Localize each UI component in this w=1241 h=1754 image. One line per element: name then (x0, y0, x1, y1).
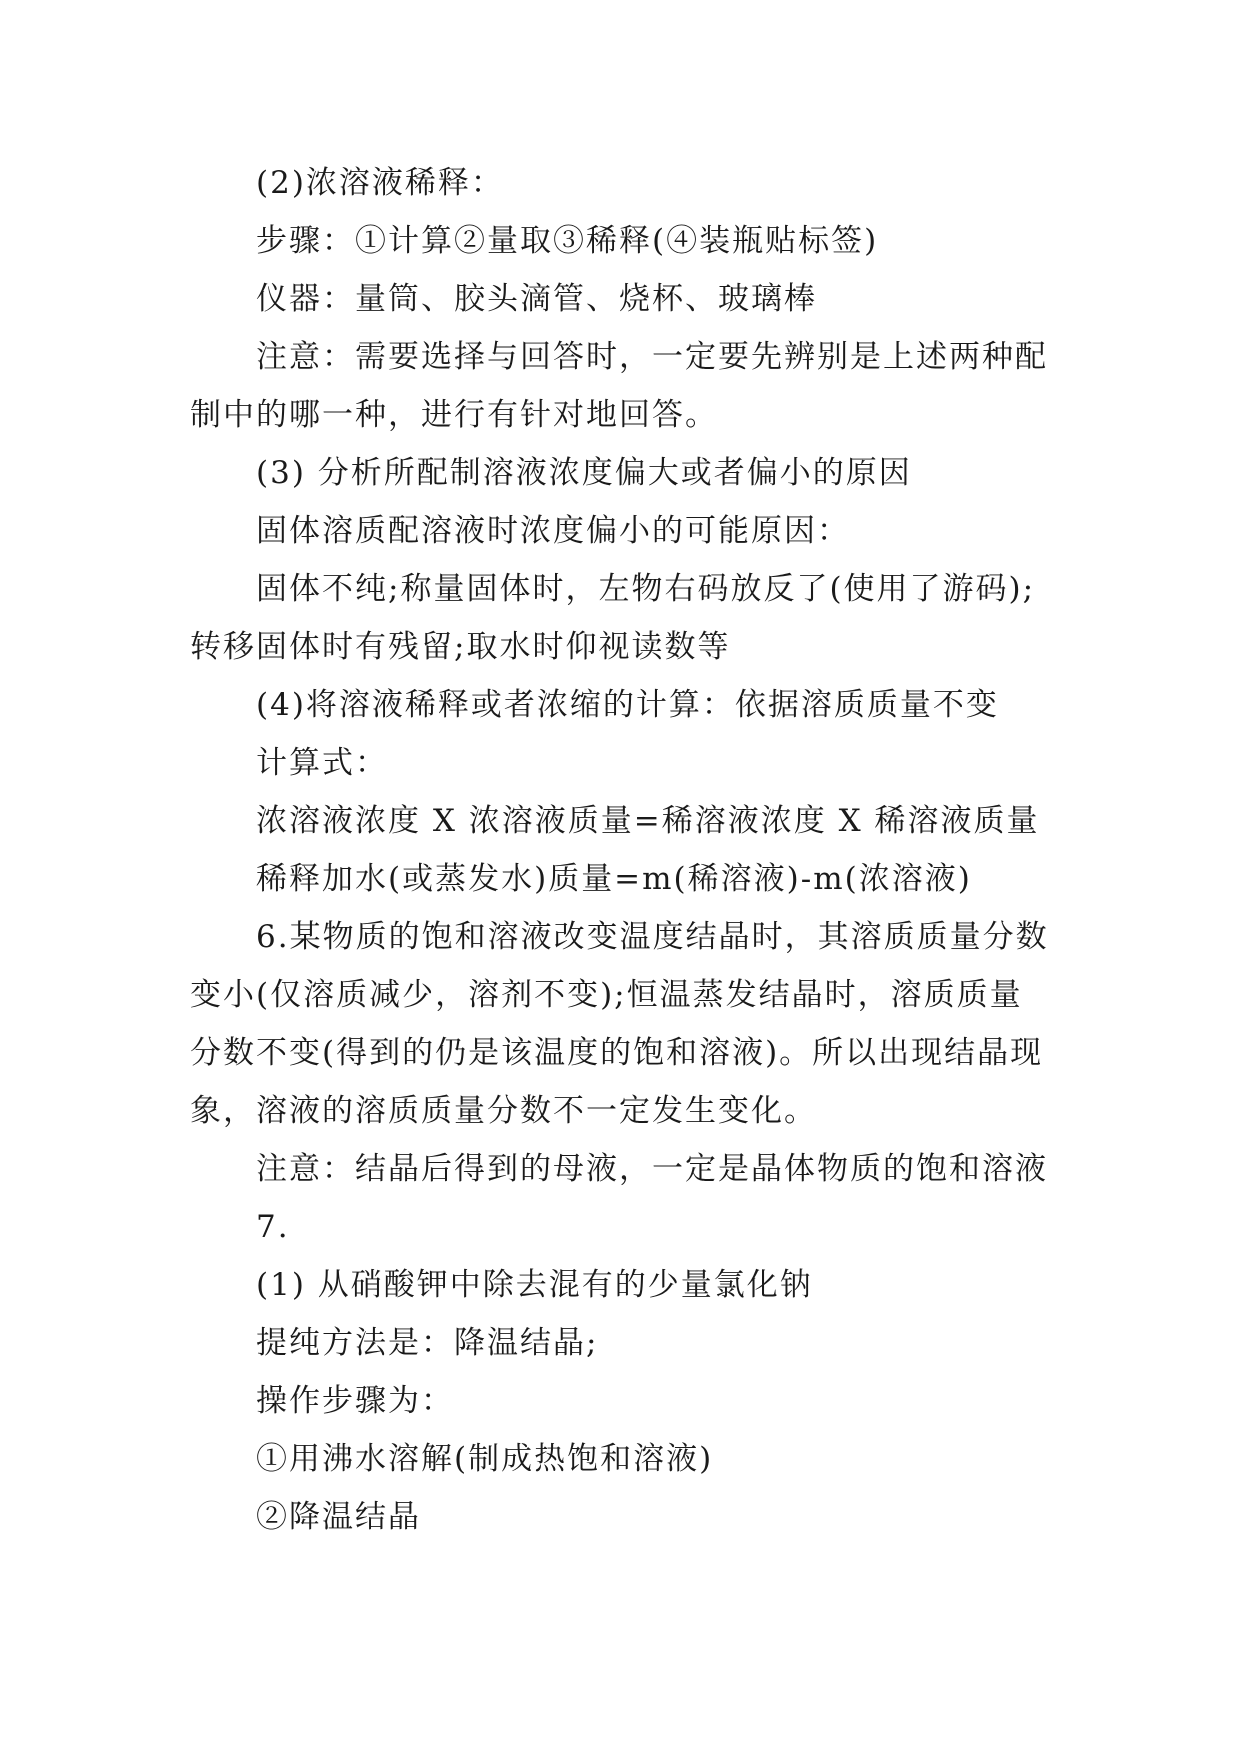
paragraph-item-7: 7. (256, 1209, 290, 1245)
paragraph-step-2: ②降温结晶 (256, 1499, 421, 1535)
paragraph-analysis-heading: (3) 分析所配制溶液浓度偏大或者偏小的原因 (256, 455, 912, 491)
paragraph-causes-detail: 固体不纯;称量固体时，左物右码放反了(使用了游码);转移固体时有残留;取水时仰视读数等 (190, 571, 1036, 665)
paragraph-crystallization: 6.某物质的饱和溶液改变温度结晶时，其溶质质量分数变小(仅溶质减少，溶剂不变);恒温蒸发结晶时，溶质质量分数不变(得到的仍是该温度的饱和溶液)。所以出现结晶现象，溶液的溶质质量分数不一定发生变化。 (190, 919, 1049, 1129)
paragraph-note-choice: 注意：需要选择与回答时，一定要先辨别是上述两种配制中的哪一种，进行有针对地回答。 (190, 339, 1048, 433)
paragraph-instruments: 仪器：量筒、胶头滴管、烧杯、玻璃棒 (256, 281, 817, 317)
paragraph-steps: 步骤：①计算②量取③稀释(④装瓶贴标签) (256, 223, 879, 259)
paragraph-low-concentration-causes: 固体溶质配溶液时浓度偏小的可能原因： (256, 513, 850, 549)
paragraph-operation-steps: 操作步骤为： (256, 1383, 454, 1419)
document-body (190, 154, 1050, 1546)
paragraph-note-mother-liquor: 注意：结晶后得到的母液，一定是晶体物质的饱和溶液 (256, 1151, 1048, 1187)
paragraph-formula-1: 浓溶液浓度 X 浓溶液质量=稀溶液浓度 X 稀溶液质量 (256, 803, 1040, 839)
paragraph-dilution-heading: (2)浓溶液稀释： (256, 165, 504, 201)
paragraph-formula-2: 稀释加水(或蒸发水)质量=m(稀溶液)-m(浓溶液) (256, 861, 972, 897)
paragraph-purify-heading: (1) 从硝酸钾中除去混有的少量氯化钠 (256, 1267, 813, 1303)
paragraph-step-1: ①用沸水溶解(制成热饱和溶液) (256, 1441, 714, 1477)
paragraph-formula-label: 计算式： (256, 745, 388, 781)
paragraph-purify-method: 提纯方法是：降温结晶; (256, 1325, 599, 1361)
paragraph-calculation-heading: (4)将溶液稀释或者浓缩的计算：依据溶质质量不变 (256, 687, 999, 723)
